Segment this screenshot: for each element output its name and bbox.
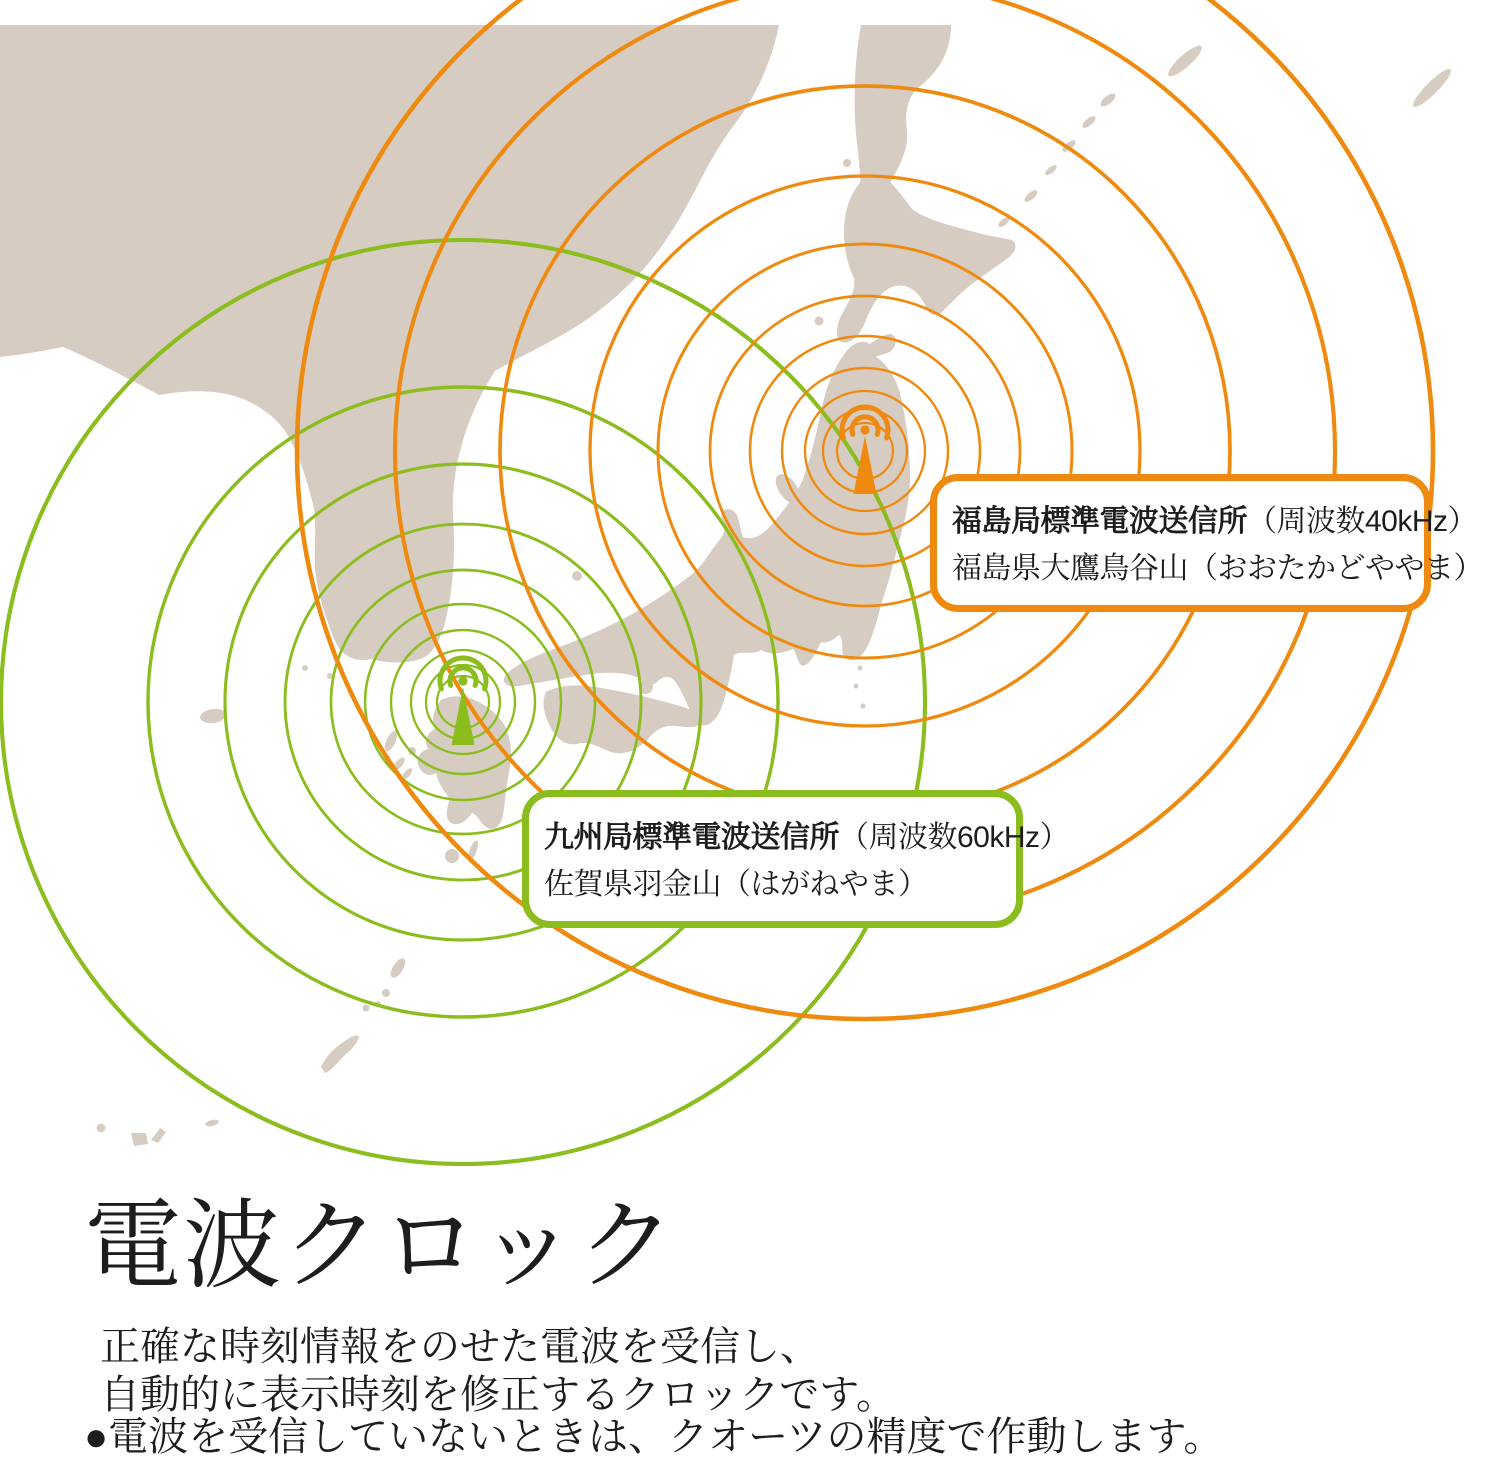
amami-islet <box>382 989 390 997</box>
description-line: 自動的に表示時刻を修正するクロックです。 <box>100 1373 896 1417</box>
description-line: 正確な時刻情報をのせた電波を受信し、 <box>100 1325 820 1369</box>
izu-islet <box>850 647 856 653</box>
station-title <box>544 814 1070 861</box>
sakishima-islet <box>131 1133 148 1146</box>
korea-islet <box>302 665 308 671</box>
kuril-island <box>1409 65 1454 110</box>
continent-asia <box>0 25 779 663</box>
rishiri-island <box>843 159 851 167</box>
station-frequency: （周波数60kHz） <box>839 821 1070 854</box>
kuril-island <box>1023 188 1040 204</box>
station-frequency: （周波数40kHz） <box>1247 505 1478 538</box>
station-label-kyushu <box>522 790 1070 928</box>
station-location: 福島県大鷹鳥谷山（おおたかどややま） <box>952 552 1483 585</box>
shikoku <box>543 685 705 753</box>
okushiri-island <box>815 317 824 326</box>
okinawa-islet <box>363 1005 370 1012</box>
izu-islet <box>858 666 863 671</box>
sakishima-islet <box>204 1118 219 1127</box>
station-name: 九州局標準電波送信所 <box>544 821 839 854</box>
jeju-island <box>199 707 227 724</box>
hokkaido <box>837 170 1016 343</box>
oki-island <box>572 571 582 581</box>
kuril-island <box>1165 42 1206 80</box>
station-location: 佐賀県羽金山（はがねやま） <box>544 868 928 901</box>
page-title: 電波クロック <box>84 1190 677 1300</box>
sakishima-islet <box>151 1128 166 1143</box>
station-name: 福島局標準電波送信所 <box>952 505 1247 538</box>
kuril-island <box>1044 163 1059 177</box>
izu-islet <box>854 684 859 689</box>
sakishima-islet <box>97 1124 106 1133</box>
kuril-island <box>1099 91 1118 109</box>
description-note: ●電波を受信していないときは、クオーツの精度で作動します。 <box>84 1415 1224 1459</box>
station-label-fukushima <box>930 474 1483 612</box>
amami-island <box>388 956 408 980</box>
yakushima-island <box>445 849 459 863</box>
izu-islet <box>861 704 866 709</box>
okinawa-main-island <box>321 1035 359 1073</box>
station-title <box>952 498 1478 545</box>
kuril-island <box>1081 114 1098 130</box>
